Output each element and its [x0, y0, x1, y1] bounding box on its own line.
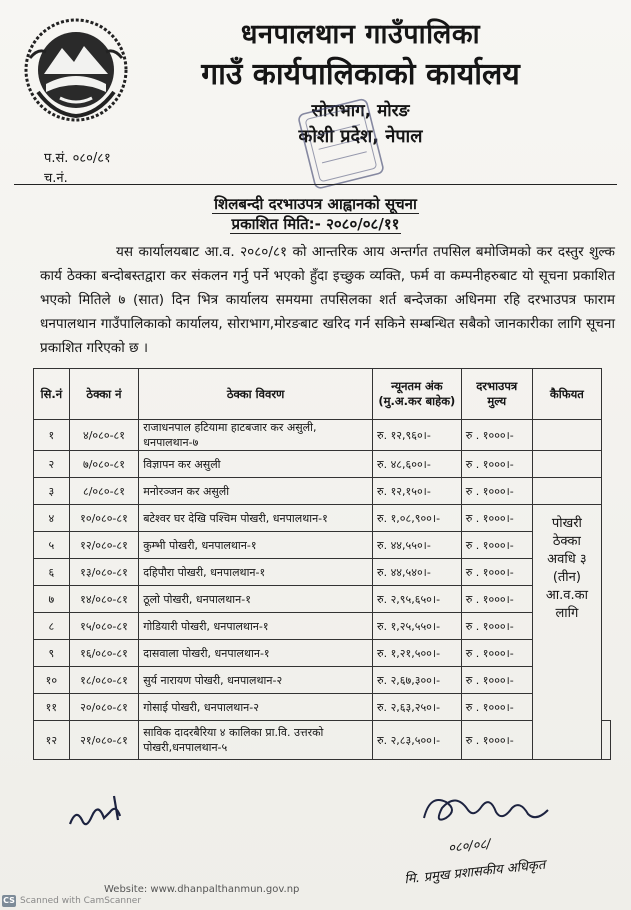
notice-title-text: शिलबन्दी दरभाउपत्र आह्वानको सूचना	[214, 195, 417, 213]
contract-number-cell: ४/०८०-८१	[69, 420, 138, 451]
table-row	[34, 721, 611, 760]
minimum-amount-cell: रु. १,०८,९००।-	[373, 505, 462, 532]
serial-cell: ११	[34, 694, 70, 721]
office-stamp-icon	[288, 96, 392, 192]
contract-description-cell: दहिपौरा पोखरी, धनपालथान-१	[139, 559, 373, 586]
minimum-amount-cell: रु. २,९५,६५०।-	[373, 586, 462, 613]
contract-description-cell: दासवाला पोखरी, धनपालथान-१	[139, 640, 373, 667]
publish-date-text: प्रकाशित मिति:- २०८०/०८/११	[231, 215, 400, 233]
column-header: न्यूनतम अंक (मु.अ.कर बाहेक)	[373, 369, 462, 420]
minimum-amount-cell: रु. २,८३,५००।-	[373, 721, 462, 760]
minimum-amount-cell: रु. २,६७,३००।-	[373, 667, 462, 694]
bid-fee-cell: रु . १०००।-	[461, 640, 532, 667]
office-address: सोराभाग, मोरङ	[311, 101, 410, 121]
remark-cell	[532, 478, 601, 505]
scanner-text: Scanned with CamScanner	[20, 896, 142, 906]
signatory-prefix: मि.	[403, 870, 421, 888]
table-row	[34, 694, 611, 721]
remark-cell	[532, 451, 601, 478]
signature-date: ०८०/०८/	[447, 836, 492, 857]
column-header: ठेक्का विवरण	[139, 369, 373, 420]
contract-number-cell: २०/०८०-८१	[69, 694, 138, 721]
serial-cell: ७	[34, 586, 70, 613]
serial-cell: ४	[34, 505, 70, 532]
table-row	[34, 532, 611, 559]
contract-number-cell: २१/०८०-८१	[69, 721, 138, 760]
bid-fee-cell: रु . १०००।-	[461, 694, 532, 721]
remark-cell	[532, 420, 601, 451]
contract-number-cell: १३/०८०-८१	[69, 559, 138, 586]
contract-description-cell: बटेश्वर घर देखि पश्चिम पोखरी, धनपालथान-१	[139, 505, 373, 532]
table-row	[34, 451, 611, 478]
minimum-amount-cell: रु. ४४,५४०।-	[373, 559, 462, 586]
bid-fee-cell: रु . १०००।-	[461, 532, 532, 559]
serial-cell: ३	[34, 478, 70, 505]
bid-fee-cell: रु . १०००।-	[461, 667, 532, 694]
signatory-designation: प्रमुख प्रशासकीय अधिकृत	[423, 857, 547, 886]
serial-cell: ६	[34, 559, 70, 586]
bid-fee-cell: रु . १०००।-	[461, 451, 532, 478]
header-divider	[14, 184, 617, 185]
contract-table	[33, 368, 611, 760]
footer-website: Website: www.dhanpalthanmun.gov.np	[104, 884, 300, 895]
serial-cell: २	[34, 451, 70, 478]
minimum-amount-cell: रु. २,६३,२५०।-	[373, 694, 462, 721]
contract-number-cell: ७/०८०-८१	[69, 451, 138, 478]
column-header: कैफियत	[532, 369, 601, 420]
contract-description-cell: ठूलो पोखरी, धनपालथान-१	[139, 586, 373, 613]
office-province: कोशी प्रदेश, नेपाल	[298, 126, 423, 147]
bid-fee-cell: रु . १०००।-	[461, 505, 532, 532]
contract-description-cell: राजाधनपाल हटियामा हाटबजार कर असुली, धनपालथान-७	[139, 420, 373, 451]
table-row	[34, 667, 611, 694]
contract-number-cell: १५/०८०-८१	[69, 613, 138, 640]
scanner-watermark	[2, 895, 141, 907]
pond-remark-cell: पोखरी ठेक्का अवधि ३ (तीन) आ.व.का लागि	[532, 505, 601, 760]
dispatch-number: च.नं.	[44, 171, 68, 186]
bid-fee-cell: रु . १०००।-	[461, 559, 532, 586]
table-header-row	[34, 369, 611, 420]
table-row	[34, 586, 611, 613]
minimum-amount-cell: रु. १२,९६०।-	[373, 420, 462, 451]
bid-fee-cell: रु . १०००।-	[461, 478, 532, 505]
contract-description-cell: गोडियारी पोखरी, धनपालथान-१	[139, 613, 373, 640]
serial-cell: १	[34, 420, 70, 451]
minimum-amount-cell: रु. १,२१,५००।-	[373, 640, 462, 667]
serial-cell: ९	[34, 640, 70, 667]
table-row	[34, 478, 611, 505]
table-row	[34, 613, 611, 640]
bid-fee-cell: रु . १०००।-	[461, 586, 532, 613]
minimum-amount-cell: रु. ४४,५५०।-	[373, 532, 462, 559]
serial-cell: १०	[34, 667, 70, 694]
handwritten-signature-icon	[64, 790, 136, 840]
contract-number-cell: ८/०८०-८१	[69, 478, 138, 505]
contract-number-cell: १६/०८०-८१	[69, 640, 138, 667]
bid-fee-cell: रु . १०००।-	[461, 721, 532, 760]
table-row	[34, 559, 611, 586]
bid-fee-cell: रु . १०००।-	[461, 420, 532, 451]
camscanner-logo-icon: CS	[3, 896, 15, 905]
contract-description-cell: विज्ञापन कर असुली	[139, 451, 373, 478]
contract-description-cell: गोसाई पोखरी, धनपालथान-२	[139, 694, 373, 721]
contract-number-cell: १८/०८०-८१	[69, 667, 138, 694]
office-name: गाउँ कार्यपालिकाको कार्यालय	[201, 57, 520, 92]
remark-cell	[602, 721, 611, 760]
contract-description-cell: साविक दादरबैरिया ४ कालिका प्रा.वि. उत्तरको पोखरी,धनपालथान-५	[139, 721, 373, 760]
notice-title	[0, 194, 631, 214]
serial-cell: ८	[34, 613, 70, 640]
officer-signature-icon	[416, 788, 566, 834]
contract-number-cell: १२/०८०-८१	[69, 532, 138, 559]
table-row	[34, 420, 611, 451]
reference-number: प.सं. ०८०/८१	[44, 151, 111, 166]
contract-description-cell: मनोरञ्जन कर असुली	[139, 478, 373, 505]
minimum-amount-cell: रु. १२,१५०।-	[373, 478, 462, 505]
column-header: सि.नं	[34, 369, 70, 420]
column-header: ठेक्का नं	[69, 369, 138, 420]
table-row	[34, 640, 611, 667]
contract-number-cell: १०/०८०-८१	[69, 505, 138, 532]
table-row	[34, 505, 611, 532]
serial-cell: ५	[34, 532, 70, 559]
municipality-name: धनपालथान गाउँपालिका	[240, 19, 481, 50]
serial-cell: १२	[34, 721, 70, 760]
contract-description-cell: सुर्य नारायण पोखरी, धनपालथान-२	[139, 667, 373, 694]
minimum-amount-cell: रु. ४८,६००।-	[373, 451, 462, 478]
bid-fee-cell: रु . १०००।-	[461, 613, 532, 640]
contract-description-cell: कुम्भी पोखरी, धनपालथान-१	[139, 532, 373, 559]
signatory-title	[403, 855, 546, 888]
column-header: दरभाउपत्र मुल्य	[461, 369, 532, 420]
contract-number-cell: १४/०८०-८१	[69, 586, 138, 613]
notice-body: यस कार्यालयबाट आ.व. २०८०/८१ को आन्तरिक आय अन्तर्गत तपसिल बमोजिमको कर दस्तुर शुल्क कार्य ठेक्का बन्दोबस्तद्वारा कर संकलन गर्नु पर्ने भएको हुँदा इच्छुक व्यक्ति, फर्म वा कम्पनीहरुबाट यो सूचना प्रकाशित भएको मितिले ७ (सात) दिन भित्र कार्यालय समयमा तपसिलका शर्त बन्देजका अधिनमा रहि दरभाउपत्र फाराम धनपालथान गाउँपालिकाको कार्यालय, सोराभाग,मोरङबाट खरिद गर्न सकिने सम्बन्धित सबैको जानकारीका लागि सूचना प्रकाशित गरिएको छ ।	[40, 244, 615, 356]
publish-date	[0, 214, 631, 234]
minimum-amount-cell: रु. १,२५,५५०।-	[373, 613, 462, 640]
